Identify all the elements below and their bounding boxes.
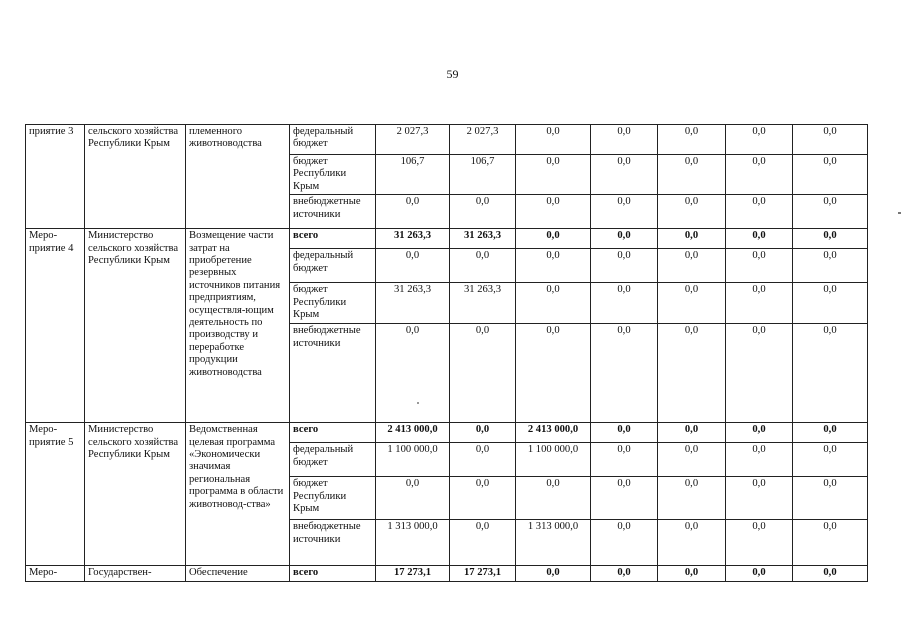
amount-cell: 0,0	[450, 249, 516, 283]
amount-cell: 0,0	[516, 283, 591, 324]
amount-cell: 0,0	[793, 249, 868, 283]
measure-cell: Меро-	[26, 566, 85, 582]
amount-cell: 0,0	[793, 283, 868, 324]
amount-cell: 0,0	[793, 477, 868, 520]
amount-cell: 0,0	[793, 443, 868, 477]
amount-cell: 0,0	[658, 324, 726, 423]
table-row	[26, 566, 868, 582]
funding-source-cell: внебюджетные источники	[290, 324, 376, 423]
amount-cell: 0,0	[793, 566, 868, 582]
amount-cell: 17 273,1	[450, 566, 516, 582]
amount-cell: 0,0	[726, 229, 793, 249]
table-row	[26, 229, 868, 249]
amount-cell: 2 027,3	[450, 125, 516, 155]
description-cell: Ведомственная целевая программа «Экономически значимая региональная программа в области животновод-ства»	[186, 423, 290, 566]
amount-cell: 0,0	[516, 125, 591, 155]
amount-cell: 0,0	[591, 324, 658, 423]
executor-cell: Государствен-	[85, 566, 186, 582]
amount-cell: 31 263,3	[450, 283, 516, 324]
description-cell: Обеспечение	[186, 566, 290, 582]
funding-source-cell: федеральный бюджет	[290, 443, 376, 477]
amount-cell: 0,0	[726, 195, 793, 229]
amount-cell: 0,0	[591, 423, 658, 443]
funding-source-cell: федеральный бюджет	[290, 125, 376, 155]
amount-cell: 0,0	[376, 249, 450, 283]
table-row	[26, 423, 868, 443]
amount-cell: 0,0	[726, 324, 793, 423]
funding-source-cell: бюджет Республики Крым	[290, 283, 376, 324]
amount-cell: 0,0	[591, 443, 658, 477]
funding-source-cell: бюджет Республики Крым	[290, 477, 376, 520]
amount-cell: 31 263,3	[376, 229, 450, 249]
amount-cell: 0,0	[591, 283, 658, 324]
funding-source-cell: всего	[290, 566, 376, 582]
amount-cell: 0,0	[658, 566, 726, 582]
amount-cell: 0,0	[726, 249, 793, 283]
measure-cell: Меро-приятие 5	[26, 423, 85, 566]
amount-cell: 2 027,3	[376, 125, 450, 155]
amount-cell: 0,0	[591, 229, 658, 249]
scan-speck	[417, 402, 419, 404]
amount-cell: 1 100 000,0	[376, 443, 450, 477]
amount-cell: 0,0	[591, 195, 658, 229]
amount-cell: 0,0	[793, 324, 868, 423]
funding-source-cell: бюджет Республики Крым	[290, 155, 376, 195]
page-number: 59	[446, 67, 459, 81]
amount-cell: 0,0	[516, 477, 591, 520]
measure-cell: Меро-приятие 4	[26, 229, 85, 423]
funding-source-cell: всего	[290, 229, 376, 249]
amount-cell: 0,0	[726, 443, 793, 477]
scan-mark	[898, 212, 901, 214]
amount-cell: 0,0	[658, 125, 726, 155]
amount-cell: 0,0	[726, 477, 793, 520]
amount-cell: 0,0	[793, 423, 868, 443]
amount-cell: 0,0	[376, 324, 450, 423]
funding-source-cell: внебюджетные источники	[290, 195, 376, 229]
amount-cell: 0,0	[516, 229, 591, 249]
amount-cell: 1 313 000,0	[516, 520, 591, 566]
amount-cell: 106,7	[376, 155, 450, 195]
table-row	[26, 125, 868, 155]
amount-cell: 0,0	[450, 195, 516, 229]
amount-cell: 0,0	[591, 155, 658, 195]
amount-cell: 0,0	[726, 125, 793, 155]
measure-cell: приятие 3	[26, 125, 85, 229]
amount-cell: 0,0	[450, 324, 516, 423]
amount-cell: 0,0	[591, 477, 658, 520]
amount-cell: 0,0	[516, 195, 591, 229]
amount-cell: 0,0	[658, 477, 726, 520]
amount-cell: 0,0	[726, 283, 793, 324]
funding-source-cell: внебюджетные источники	[290, 520, 376, 566]
amount-cell: 0,0	[376, 477, 450, 520]
amount-cell: 0,0	[516, 324, 591, 423]
description-cell: племенного животноводства	[186, 125, 290, 229]
amount-cell: 0,0	[726, 520, 793, 566]
amount-cell: 0,0	[591, 566, 658, 582]
amount-cell: 1 313 000,0	[376, 520, 450, 566]
amount-cell: 0,0	[591, 520, 658, 566]
amount-cell: 0,0	[658, 520, 726, 566]
amount-cell: 0,0	[376, 195, 450, 229]
amount-cell: 0,0	[516, 566, 591, 582]
amount-cell: 0,0	[658, 195, 726, 229]
amount-cell: 0,0	[658, 249, 726, 283]
funding-source-cell: федеральный бюджет	[290, 249, 376, 283]
amount-cell: 0,0	[658, 423, 726, 443]
amount-cell: 0,0	[726, 423, 793, 443]
executor-cell: сельского хозяйства Республики Крым	[85, 125, 186, 229]
amount-cell: 0,0	[726, 155, 793, 195]
amount-cell: 0,0	[726, 566, 793, 582]
amount-cell: 0,0	[658, 155, 726, 195]
amount-cell: 0,0	[516, 155, 591, 195]
funding-source-cell: всего	[290, 423, 376, 443]
amount-cell: 106,7	[450, 155, 516, 195]
executor-cell: Министерство сельского хозяйства Республики Крым	[85, 423, 186, 566]
amount-cell: 0,0	[793, 155, 868, 195]
amount-cell: 0,0	[450, 443, 516, 477]
amount-cell: 0,0	[591, 125, 658, 155]
amount-cell: 0,0	[793, 125, 868, 155]
amount-cell: 1 100 000,0	[516, 443, 591, 477]
amount-cell: 0,0	[658, 229, 726, 249]
executor-cell: Министерство сельского хозяйства Республики Крым	[85, 229, 186, 423]
amount-cell: 0,0	[658, 443, 726, 477]
amount-cell: 31 263,3	[376, 283, 450, 324]
description-cell: Возмещение части затрат на приобретение резервных источников питания предприятиям, осуществля-ющим деятельность по производству и переработке продукции животноводства	[186, 229, 290, 423]
amount-cell: 0,0	[516, 249, 591, 283]
amount-cell: 31 263,3	[450, 229, 516, 249]
amount-cell: 0,0	[793, 520, 868, 566]
budget-table	[25, 124, 868, 582]
amount-cell: 0,0	[450, 423, 516, 443]
amount-cell: 0,0	[793, 229, 868, 249]
amount-cell: 2 413 000,0	[376, 423, 450, 443]
amount-cell: 0,0	[450, 520, 516, 566]
amount-cell: 0,0	[450, 477, 516, 520]
amount-cell: 0,0	[793, 195, 868, 229]
amount-cell: 17 273,1	[376, 566, 450, 582]
amount-cell: 2 413 000,0	[516, 423, 591, 443]
amount-cell: 0,0	[658, 283, 726, 324]
amount-cell: 0,0	[591, 249, 658, 283]
